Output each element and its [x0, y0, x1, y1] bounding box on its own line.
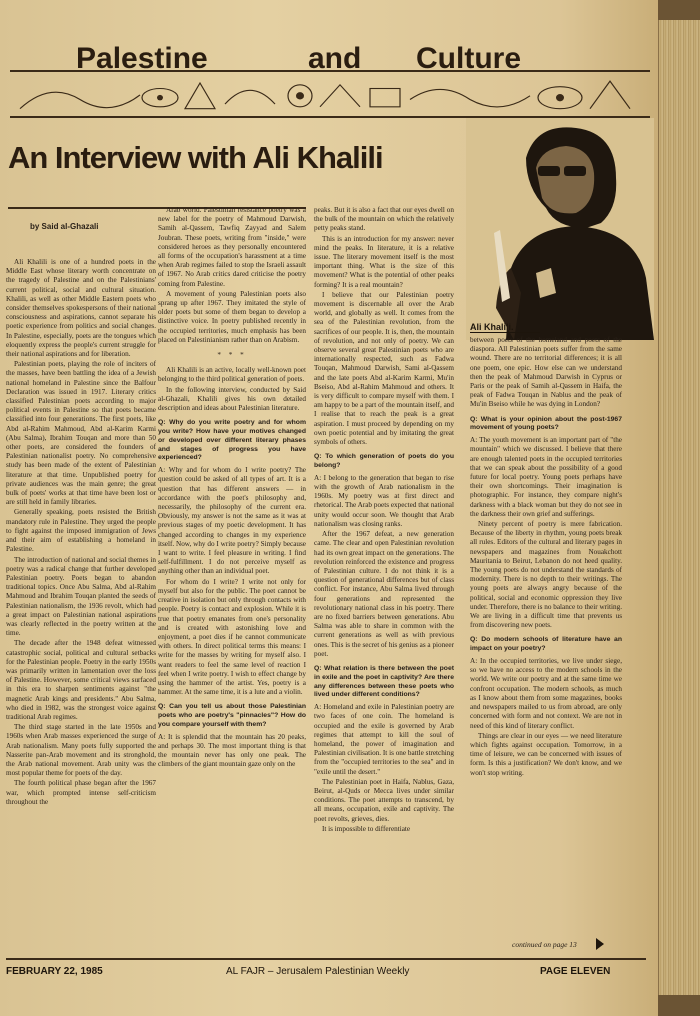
paragraph: The fourth political phase began after the 1967 war, which prompted intense self-criticism throughout the — [6, 779, 156, 806]
masthead-word-and: and — [308, 42, 362, 75]
paragraph: The Palestinian poet in Haifa, Nablus, Gaza, Beirut, al-Quds or Mecca lives under similar conditions. The poet attempts to transcend, by all means, occupation, exile and captivity. The poet revolts, grieves, dies. — [314, 777, 454, 823]
answer: A: Homeland and exile in Palestinian poetry are two faces of one coin. The homeland is occupied and the exile is governed by Arab regimes that attempt to kill the soul of homeland, the power of imagination and Palestinian civilisation. It is one battle stretching from the "occupied territories to the sea" and in "exile until the desert." — [314, 703, 454, 776]
author-photo — [466, 118, 654, 340]
paragraph: For whom do I write? I write not only for myself but also for the public. The poet cannot be creative in isolation but only through contacts with people. Poetry is contact and explosion. While it is true that poetry emanates from one's personality and is created with astonishing love and enjoyment, a poet dies if he cannot communicate with others. In direct political terms this means: I write for the masses by writing for myself also. I want readers to feel the same level of reaction I feel when I write poetry. I wish to effect change by using the hammer of the artist. Yes, poetry is a hammer. At the same time, it is a lute and a violin. — [158, 577, 306, 697]
bound-page-edges — [658, 20, 700, 995]
paragraph: The third stage started in the late 1950s and 1960s when Arab masses experienced the surge of Arab nationalism. Many poets fully supported the Nasserite pan-Arab movement and its stronghold, the Arab national movement. Arab unity was the most popular theme for poets of the day. — [6, 723, 156, 778]
answer: A: In the occupied territories, we live under siege, so we have no access to the modern schools in the world. We write our poetry and at the same time we confront occupation. The modern schools, as much as I know about them from some magazines, books and newspapers mailed to us from abroad, are only concerned with form and not context. We are not in need of this kind of literary conflict. — [470, 657, 622, 730]
paragraph: A movement of young Palestinian poets also sprang up after 1967. They imitated the style of older poets but some of them began to develop a distinctive voice. In poetry published recently in the occupied territories, much emphasis has been placed on Palestinianism rather than on Arabism. — [158, 289, 306, 344]
continued-note: continued on page 13 — [512, 940, 577, 949]
column-1 — [6, 258, 156, 808]
paragraph: Ali Khalili is one of a hundred poets in the Middle East whose literary worth concentrate on the tragedy of Palestine and on the Palestinians' current political, social and cultural situation. Khalili, as well as other Middle Eastern poets who consider themselves spokespersons of their national consciousness and aspirations, cannot separate his poetic experience from politics and social changes. In Palestine, especially, poets are the tongues which eloquently express the people's current struggle for their national aspirations and for liberation. — [6, 258, 156, 359]
answer: A: It is splendid that the mountain has 20 peaks, and perhaps 30. The most important thing is that the mountain never has only one peak. The climbers of the giant mountain gaze only on the — [158, 732, 306, 769]
question: Q: What is your opinion about the post-1967 movement of young poets? — [470, 415, 622, 432]
masthead-word-palestine: Palestine — [76, 42, 208, 75]
question: Q: What relation is there between the poet in exile and the poet in captivity? Are there any differences between these poets who lived under different conditions? — [314, 664, 454, 699]
section-break: * * * — [217, 351, 247, 360]
arrow-right-icon — [596, 938, 604, 950]
masthead-word-culture: Culture — [416, 42, 521, 75]
column-2 — [158, 206, 306, 771]
footer-page-number: PAGE ELEVEN — [540, 966, 611, 977]
ornament-illustration — [10, 72, 650, 116]
paragraph: peaks. But it is also a fact that our eyes dwell on the bulk of the mountain on which the relatively petty peaks stand. — [314, 206, 454, 233]
question: Q: Do modern schools of literature have an impact on your poetry? — [470, 636, 622, 653]
answer: A: The youth movement is an important part of "the mountain" which we discussed. I believe that there are enough talented poets in the occupied territories that we can speak about the possibility of a good future for local poetry. Young poets perhaps have their own shortcomings. Their imagination is photographic. For instance, they compare night's darkness with a black woman but they do not see in the darkness their own grief and sufferings. — [470, 436, 622, 518]
footer-date: FEBRUARY 22, 1985 — [6, 966, 103, 977]
paragraph: Palestinian poets, playing the role of inciters of the masses, have been battling the idea of a Jewish national homeland in Palestine since the Balfour Declaration was issued in 1917. Literary critics classified Palestinian poets according to major political events in Palestine so that poets became classified into four generations. The first poets, like Abd al-Rahim Mahmoud, Abd al-Karim Karmi (Abu Salma), Ibrahim Touqan and more than 50 other poets, are considered the founders of Palestinian nationalist poetry. No comprehensive study has been made of the extent of Palestinian literature at that time. Unpublished poetry for private audiences was the main genre; the great bulk of poets' works at that time have been lost or are still held in family libraries. — [6, 360, 156, 507]
paragraph: After the 1967 defeat, a new generation came. The clear and open Palestinian revolution had its own great impact on the generations. The revolution reinforced the existence and progress of Palestinian culture. I do not think it is a question of generational differences but of class conflict. For instance, Abu Salma lived through four generations and represented the revolutionary national class in his poetry. There are no fixed barriers between generations. Abu Salma was able to share in common with the current generations as well as with previous ones. This is the secret of his genius as a pioneer poet. — [314, 530, 454, 658]
answer: A: I belong to the generation that began to rise with the growth of Arab nationalism in the 1960s. My poetry was at first direct and rhetorical. The Arab poets expected that national unity would occur soon. We thought that Arab nationalism was closing ranks. — [314, 473, 454, 528]
answer: A: Why and for whom do I write poetry? The question could be asked of all types of art. It is a question that has different answers — in accordance with the poet's philosophy and, necessarily, the philosophy of the current era. Obviously, my answer is not the same as it was at previous stages of my poetic development. It has changed according to changes in my experience itself. Now, why do I write poetry? Simply because I want to write. I feel pleasure in writing. I find self-fulfillment. I do not perceive myself as anything other than an individual poet. — [158, 466, 306, 576]
photo-caption: Ali Khalili. — [470, 322, 540, 333]
column-3 — [314, 206, 454, 835]
paragraph: I believe that our Palestinian poetry movement is discernable all over the Arab world, and globally as well. It comes from the sea of the Palestinian revolution, from the sacrifices of our people. It is, then, the mountain of revolution, and not only of poetry. We can observe several great Palestinian poets who are internationally respected, such as Fadwa Touqan, Mahmoud Darwish, Sami al-Qassem and the late poets Abd al-Karim Karmi, Mu'in Bseiso, Abd al-Rahim Mahmoud and others. It is very difficult to compare myself with them. I am happy to be a part of the mountain itself, and I realise that to reach the peak is a great aspiration. I must proceed by depending on my own poetic potential and by imitating the great symbols of others. — [314, 290, 454, 447]
decorative-artwork-band — [10, 70, 650, 118]
paragraph: between poets of the homeland and poets of the diaspora. All Palestinian poets suffer from the same wound. There are no territorial differences; it is all one poem, one epic. How else can we understand then the peak of Mahmoud Darwish in Cyprus or Paris or the peak of Samih al-Qassem in Haifa, the peak of Fadwa Touqan in Nablus and the peak of Mu'in Bseiso while he was dying in London? — [470, 336, 622, 409]
paragraph: The decade after the 1948 defeat witnessed catastrophic social, political and cultural setbacks for the Palestinian people. Poetry in the early 1950s was primarily written in lamentation over the loss of Palestine. However, some critical views surfaced in this era to sharpen sentiments against "the magnetic Arab kings and presidents." Abu Salma, who died in 1982, was the strongest voice against traditional Arab regimes. — [6, 639, 156, 721]
paragraph: In the following interview, conducted by Said al-Ghazali, Khalili gives his own detailed description and ideas about Palestinian literature. — [158, 385, 306, 413]
footer-rule — [6, 958, 646, 960]
article-headline: An Interview with Ali Khalili — [8, 140, 383, 175]
column-4 — [470, 336, 622, 779]
portrait-illustration — [466, 118, 654, 340]
paragraph: This is an introduction for my answer: never mind the peaks. In literature, it is a relative issue. The literary movement itself is the most important thing. What is the size of this movement? What is the potential of other peaks forming? It is a real mountain? — [314, 234, 454, 289]
question: Q: To which generation of poets do you belong? — [314, 453, 454, 470]
paragraph: It is impossible to differentiate — [322, 824, 411, 833]
paragraph: Generally speaking, poets resisted the British mandatory rule in Palestine. They urged the people to fight against the imposed immigration of Jews and their aim of establishing a homeland in Palestine. — [6, 508, 156, 554]
paragraph: Ali Khalili is an active, locally well-known poet belonging to the third political generation of poets. — [158, 366, 306, 384]
byline: by Said al-Ghazali — [30, 222, 99, 231]
paragraph: Things are clear in our eyes — we need literature which fights against occupation. Tomorrow, in a time of leisure, we can be concerned with issues of form. Is this a justification? We don't know, and we won't stop writing. — [470, 731, 622, 777]
footer-publication: AL FAJR – Jerusalem Palestinian Weekly — [226, 966, 410, 977]
question: Q: Why do you write poetry and for whom you write? How have your motives changed or developed over different literary phases and stages of progress you have experienced? — [158, 419, 306, 462]
question: Q: Can you tell us about those Palestinian poets who are poetry's "pinnacles"? How do you compare yourself with them? — [158, 703, 306, 728]
paragraph: Arab world. Palestinian resistance poetry was a new label for the poetry of Mahmoud Darwish, Samih al-Qassem, Tawfiq Zayyad and Salem Joubran. These poets, writing from "inside," were considered heroes as they personally encountered all forms of the occupation's harassment at a time when Arab regimes failed to stop the Israeli assault of 1967. No Arab critics dared criticise the poetry coming from Palestine. — [158, 206, 306, 288]
paragraph: Ninety percent of poetry is mere fabrication. Because of the liberty in rhythm, young poets break all rules. Editors of the cultural and literary pages in newspapers and magazines from Nouakchott Mauritania to Beirut, Lebanon do not heed quality. The young poets do not understand the standards of modernity. There is no depth to their writings. The young poets are always angry because of the political, social and economic oppression they live under. Therefore, there is no balance to their writing. We are living in a difficult time that prevents us from discovering new poets. — [470, 520, 622, 630]
paragraph: The introduction of national and social themes in poetry was a radical change that further developed Palestinian poetry. Poets began to abandon traditional topics. Once Abu Salma, Abd al-Rahim Mahmoud and Ibrahim Touqan planted the seeds of Palestinian nationalism, the 1936 revolt, which had a great impact on Palestinian national aspirations was clearly reflected in the poetry written at the time. — [6, 555, 156, 638]
